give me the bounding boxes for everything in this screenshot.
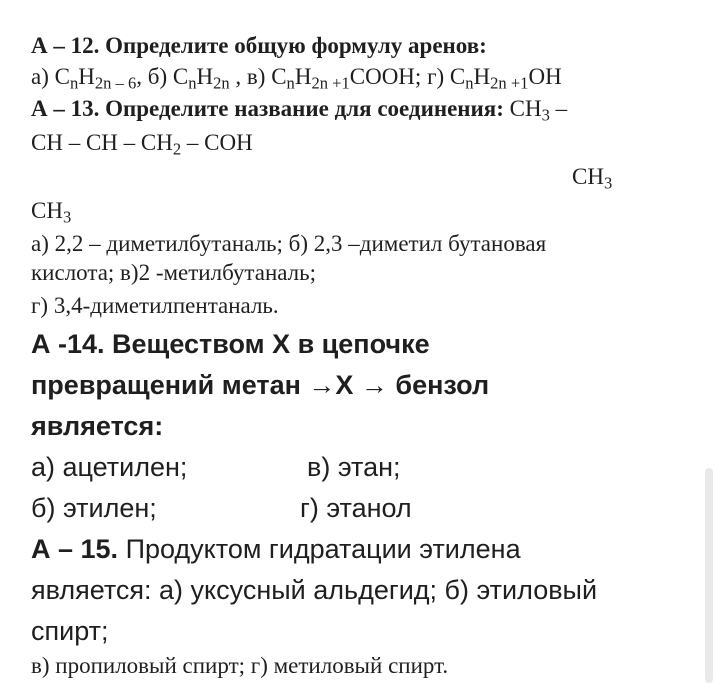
q13-answer-a: а) 2,2 – диметилбутаналь; б) 2,3 –диметил бутановая xyxy=(31,231,547,256)
formula-sub: n xyxy=(465,73,474,93)
q14-opt-a: а) ацетилен; xyxy=(31,452,188,482)
q15-line-1 xyxy=(31,536,521,563)
formula-h: H xyxy=(473,64,491,89)
scrollbar[interactable] xyxy=(705,468,713,683)
q13-dash: – xyxy=(549,96,568,121)
formula-tail: COOH; xyxy=(349,64,428,89)
formula-h: H xyxy=(78,64,95,89)
sep: , xyxy=(229,64,247,89)
formula-sub: 2n +1 xyxy=(311,73,350,93)
q14-title-2: превращений метан →Х → бензол xyxy=(31,370,490,400)
q12-opt-a-label: а) xyxy=(31,64,55,89)
formula-sub: n xyxy=(188,73,197,93)
q13-chain-end: – COH xyxy=(181,130,253,155)
branch-ch: CH xyxy=(572,164,604,189)
formula-sub: 2 xyxy=(172,139,182,159)
q13-formula-line xyxy=(31,130,253,159)
q15-line-2: является: а) уксусный альдегид; б) этиловый xyxy=(31,575,598,605)
formula-sub: 2n – 6 xyxy=(94,73,137,93)
branch-ch: CH xyxy=(31,198,63,223)
q12-opt-c-label: в) xyxy=(246,64,272,89)
q14-title-3: является: xyxy=(31,411,164,441)
formula-sub: 2n +1 xyxy=(490,73,529,93)
formula-sub: 3 xyxy=(603,173,613,193)
q15-label: А – 15. xyxy=(31,534,119,564)
q12-opt-d-label: г) xyxy=(427,64,450,89)
formula-c: C xyxy=(271,64,287,89)
q13-branch-left xyxy=(31,198,72,227)
q13-answer-d: г) 3,4-диметилпентаналь. xyxy=(31,293,279,318)
q13-formula-start: CH xyxy=(503,96,542,121)
formula-h: H xyxy=(294,64,312,89)
formula-sub: 3 xyxy=(62,207,72,227)
q13-title: А – 13. Определите название для соединения: xyxy=(31,96,504,121)
formula-h: H xyxy=(196,64,214,89)
q14-title-1: А -14. Веществом Х в цепочке xyxy=(31,329,430,359)
q12-opt-b-label: б) xyxy=(147,64,173,89)
q13-title-line xyxy=(31,96,568,125)
formula-sub: n xyxy=(69,73,79,93)
formula-sub: 2n xyxy=(213,73,230,93)
formula-c: C xyxy=(449,64,466,89)
q14-opt-b: б) этилен; xyxy=(31,493,157,523)
q13-chain: CH – CH – CH xyxy=(31,130,173,155)
formula-c: C xyxy=(172,64,189,89)
q13-branch-right xyxy=(572,164,613,193)
formula-sub: 3 xyxy=(541,105,550,125)
q15-line-4: в) пропиловый спирт; г) метиловый спирт. xyxy=(31,653,449,678)
q14-opt-c: в) этан; xyxy=(307,452,401,482)
formula-sub: n xyxy=(286,73,295,93)
q12-options xyxy=(31,64,562,93)
q15-text-1: Продуктом гидратации этилена xyxy=(118,534,521,564)
q12-title: А – 12. Определите общую формулу аренов: xyxy=(31,33,487,58)
q13-answer-a2: кислота; в)2 -метилбутаналь; xyxy=(31,260,317,285)
formula-tail: OH xyxy=(528,64,562,89)
formula-c: C xyxy=(54,64,70,89)
q14-opt-d: г) этанол xyxy=(300,493,412,523)
sep: , xyxy=(136,64,148,89)
q15-line-3: спирт; xyxy=(31,616,109,646)
